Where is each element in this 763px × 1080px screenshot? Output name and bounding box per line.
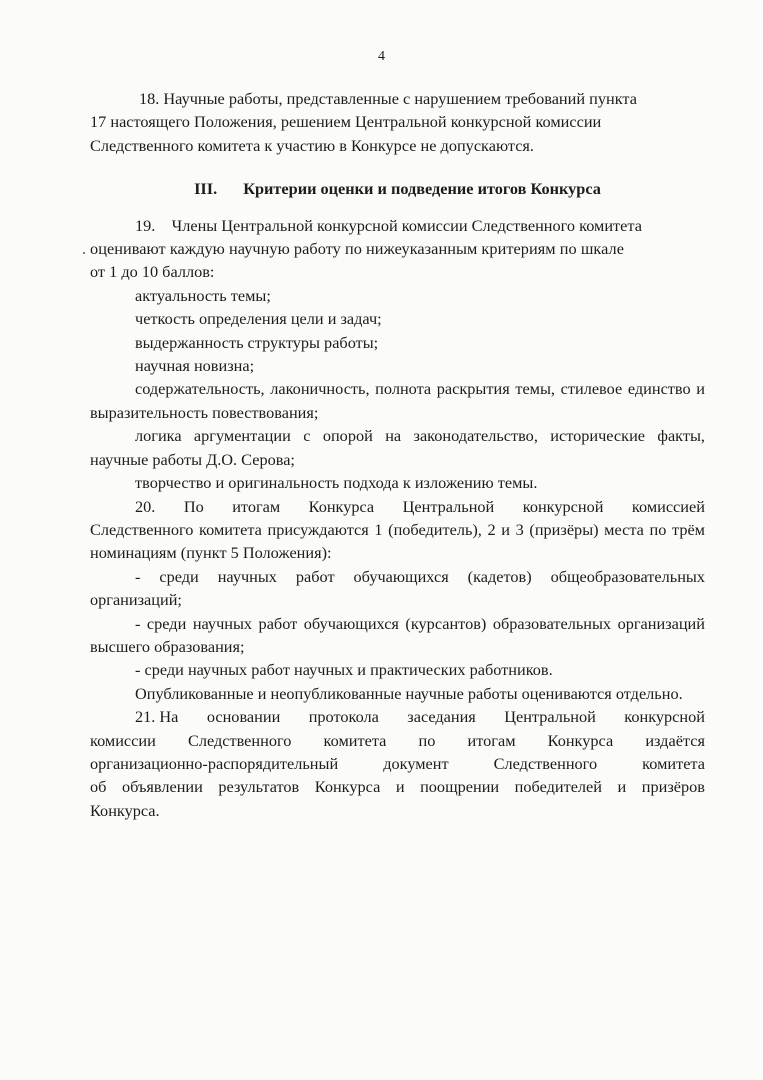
p21-word: протокола [308, 707, 379, 727]
p21-word: об [90, 777, 107, 797]
page-number: 4 [378, 49, 385, 64]
nomination-item: - среди научных работ обучающихся (кадетов) общеобразовательных организаций; [90, 566, 705, 610]
paragraph-18-line-3: Следственного комитета к участию в Конкурсе не допускаются. [90, 135, 534, 155]
paragraph-19-line-3: от 1 до 10 баллов: [90, 262, 215, 282]
paragraph-19-line-2: оценивают каждую научную работу по нижеуказанным критериям по шкале [90, 239, 624, 259]
p21-word: и [617, 777, 627, 797]
p21-word: комитета [642, 753, 705, 773]
p21-word: Следственного [493, 753, 598, 773]
paragraph-18-line-2 [90, 110, 705, 133]
section-heading [90, 177, 705, 200]
paragraph-18-line-1: 18. Научные работы, представленные с нарушением требований пункта [139, 89, 637, 108]
p21-word: итогам [467, 730, 516, 750]
paragraph-19-line-1: 19. Члены Центральной конкурсной комиссии Следственного комитета [135, 215, 642, 235]
p21-word: документ [383, 753, 449, 773]
p21-word: издаётся [645, 730, 705, 750]
p21-word: Следственного [187, 730, 292, 750]
p21-word: объявлении [121, 777, 203, 797]
p20-word: Конкурса [308, 496, 375, 516]
p21-word: Центральной [504, 707, 596, 727]
evaluation-note: Опубликованные и неопубликованные научные работы оцениваются отдельно. [135, 683, 683, 703]
p21-word: поощрении [420, 777, 500, 797]
p21-word: и [395, 777, 405, 797]
paragraph-21-line-2 [90, 729, 705, 752]
section-title: Критерии оценки и подведение итогов Конкурса [243, 179, 601, 199]
p20-word: По [183, 496, 204, 516]
p21-word: организационно-распорядительный [90, 753, 339, 773]
criterion-item: логика аргументации с опорой на законодательство, исторические факты, научные работы Д.О. Серова; [90, 426, 705, 469]
p21-word: комитета [323, 730, 387, 750]
criterion-item: четкость определения цели и задач; [135, 309, 382, 329]
p21-word: 21. На [135, 707, 179, 727]
p20-word: 20. [135, 496, 156, 516]
p18-l2-text: 17 настоящего Положения, решением Центральной конкурсной комиссии [90, 112, 602, 132]
criterion-item: научная новизна; [135, 356, 255, 376]
p21-word: победителей [514, 777, 602, 797]
p20-word: Центральной [402, 496, 495, 516]
p21-word: основании [206, 707, 281, 727]
paragraph-21-line-3 [90, 752, 705, 775]
p21-word: комиссии [90, 730, 156, 750]
criterion-item: творчество и оригинальность подхода к изложению темы. [135, 473, 538, 493]
document-body [90, 87, 705, 822]
criterion-item: выдержанность структуры работы; [135, 332, 379, 352]
nomination-item: - среди научных работ обучающихся (курсантов) образовательных организаций высшего образования; [90, 613, 705, 656]
p21-word: призёров [641, 777, 705, 797]
p21-word: конкурсной [624, 707, 705, 727]
section-number: III. [194, 179, 218, 199]
nomination-item: - среди научных работ научных и практических работников. [135, 660, 553, 680]
criterion-item: содержательность, лаконичность, полнота раскрытия темы, стилевое единство и выразительность повествования; [90, 379, 705, 422]
p20-word: конкурсной [522, 496, 604, 516]
paragraph-20-line-1 [90, 495, 705, 518]
p21-word: Конкурса [547, 730, 614, 750]
scan-speck [83, 252, 85, 254]
p21-word: Конкурса [314, 777, 381, 797]
p21-word: заседания [407, 707, 476, 727]
criterion-item: актуальность темы; [135, 285, 271, 305]
p21-word: по [418, 730, 436, 750]
paragraph-21-line-4 [90, 775, 705, 798]
p21-word: результатов [218, 777, 300, 797]
paragraph-20-rest: Следственного комитета присуждаются 1 (победитель), 2 и 3 (призёры) места по трём номинациям (пункт 5 Положения): [90, 519, 705, 563]
p20-word: итогам [232, 496, 281, 516]
p20-word: комиссией [631, 496, 705, 516]
paragraph-21-last-line: Конкурса. [90, 800, 160, 820]
paragraph-21-line-1 [90, 705, 705, 728]
